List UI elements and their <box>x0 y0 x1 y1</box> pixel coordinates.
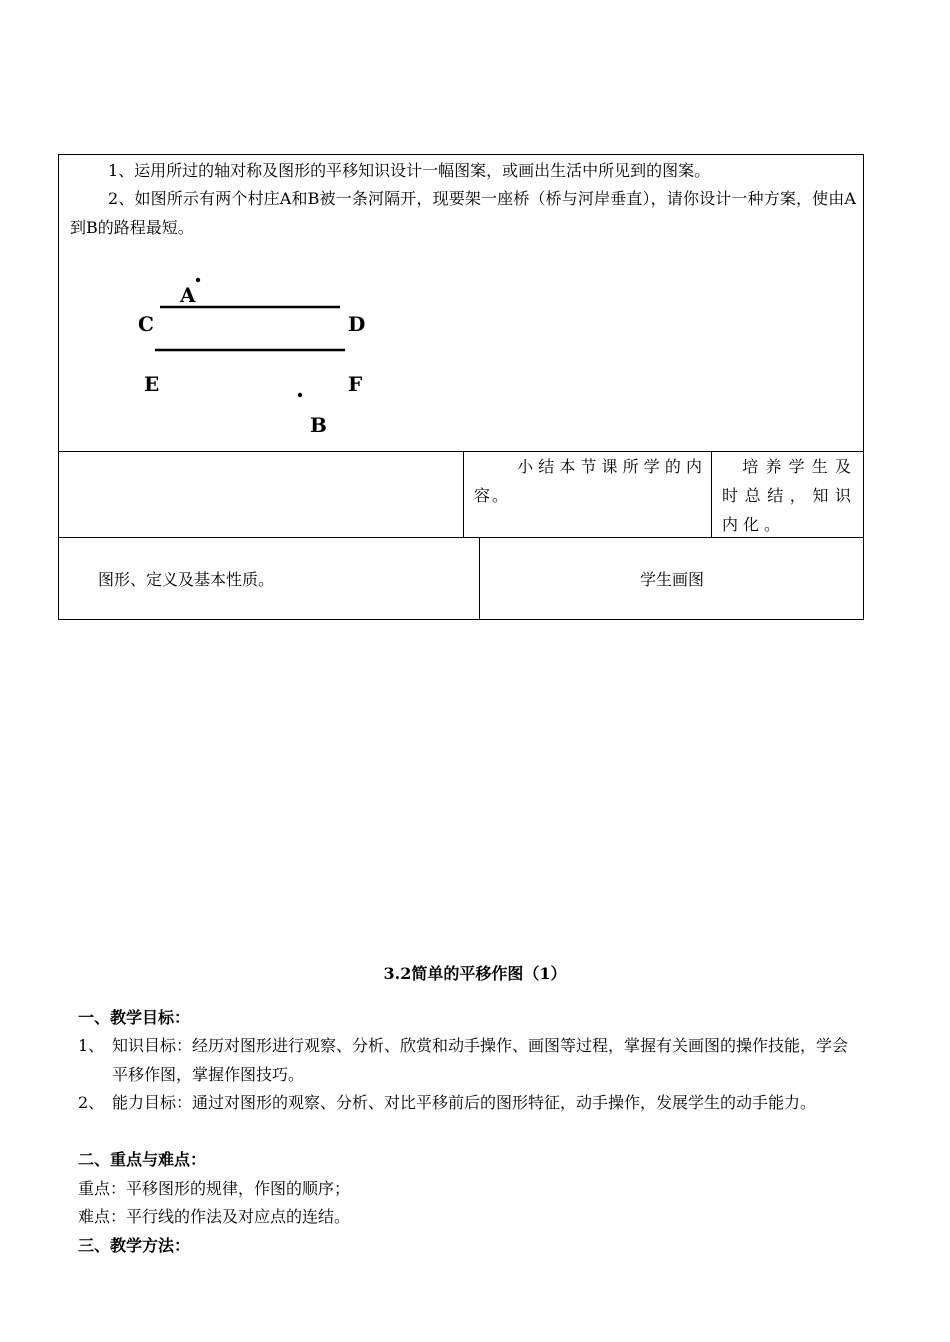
village-a-point <box>196 278 200 282</box>
summary-purpose-text: 培养学生及时总结，知识内化。 <box>722 457 856 534</box>
definition-text: 图形、定义及基本性质。 <box>98 570 275 589</box>
village-b-point <box>298 393 302 397</box>
key-difficult-heading: 二、重点与难点： <box>78 1150 207 1169</box>
teaching-method-heading: 三、教学方法： <box>78 1236 191 1255</box>
goal-item-2 <box>78 1088 858 1146</box>
goal-text: 知识目标：经历对图形进行观察、分析、欣赏和动手操作、画图等过程，掌握有关画图的操作技能，学会平移作图，掌握作图技巧。 <box>112 1036 849 1084</box>
goal-item-1 <box>78 1031 858 1089</box>
summary-purpose <box>722 452 856 539</box>
label-a: A <box>180 283 196 307</box>
river-bridge-figure <box>120 264 400 444</box>
label-c: C <box>138 312 154 336</box>
label-d: D <box>348 312 366 336</box>
lesson-title: 3.2简单的平移作图（1） <box>383 964 567 983</box>
difficult-point: 难点：平行线的作法及对应点的连结。 <box>78 1207 351 1226</box>
student-drawing-text: 学生画图 <box>639 570 704 589</box>
task-item-2: 2、如图所示有两个村庄A和B被一条河隔开，现要架一座桥（桥与河岸垂直），请你设计一种方案，使由A到B的路程最短。 <box>70 189 856 237</box>
summary-activity-text: 小结本节课所学的内容。 <box>474 457 704 505</box>
goal-number: 1、 <box>78 1036 105 1055</box>
task-item-1: 1、运用所过的轴对称及图形的平移知识设计一幅图案，或画出生活中所见到的图案。 <box>108 161 711 180</box>
goal-text: 能力目标：通过对图形的观察、分析、对比平移前后的图形特征，动手操作，发展学生的动手能力。 <box>112 1093 817 1112</box>
teaching-goals-heading: 一、教学目标： <box>78 1008 191 1027</box>
key-point: 重点：平移图形的规律，作图的顺序； <box>78 1179 351 1198</box>
summary-divider-2 <box>711 451 712 538</box>
label-f: F <box>348 372 363 396</box>
label-e: E <box>144 372 160 396</box>
summary-divider-1 <box>463 451 464 538</box>
goal-number: 2、 <box>78 1093 105 1112</box>
summary-activity <box>474 452 704 510</box>
label-b: B <box>310 413 327 437</box>
